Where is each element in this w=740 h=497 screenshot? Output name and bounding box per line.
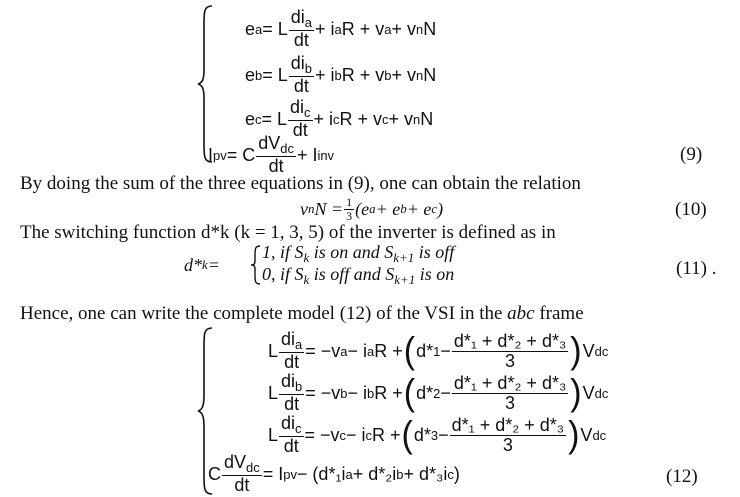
eq11-case-off: 0, if $S_k$ is off and $S_{k+1}$ is on — [262, 264, 455, 287]
paragraph-switching: The switching function d*k (k = 1, 3, 5) of the inverter is defined as in — [20, 222, 556, 243]
eq9-line-a: e a = L $\frac{di_a}{dt}$ + i a R + v a + v n N — [245, 7, 437, 50]
eq9-line-c: e c = L $\frac{di_c}{dt}$ + i c R + v c + v n N — [245, 97, 434, 140]
eq11-lhs: d* k = — [184, 254, 220, 275]
eq9-number: (9) — [680, 144, 703, 165]
eq10-number: (10) — [675, 199, 707, 220]
eq12-current-row: L $\frac{di_c}{dt}$ = −v c − i c R + ( d* 3 − $\frac{\text{d*₁ + d*₂ + d*₃}}{3}$ ) V dc — [268, 413, 607, 456]
paragraph-model: Hence, one can write the complete model (12) of the VSI in the abc frame — [20, 303, 584, 324]
paragraph-sum: By doing the sum of the three equations in (9), one can obtain the relation — [20, 173, 581, 194]
eq11-number: (11) . — [676, 258, 717, 279]
eq12-dc-line: C $\frac{dV_{dc}}{dt}$ = I pv − (d*₁i a + d*₂i b + d*₃i c ) — [208, 452, 460, 495]
eq9-line-pv: I pv = C $\frac{dV_{dc}}{dt}$ + I inv — [208, 133, 335, 176]
eq11-case-on: 1, if $S_k$ is on and $S_{k+1}$ is off — [262, 242, 455, 265]
eq12-current-row: L $\frac{di_b}{dt}$ = −v b − i b R + ( d* 2 − $\frac{\text{d*₁ + d*₂ + d*₃}}{3}$ ) V dc — [268, 371, 609, 414]
eq12-number: (12) — [666, 466, 698, 487]
eq9-line-b: e b = L $\frac{di_b}{dt}$ + i b R + v b + v n N — [245, 53, 437, 96]
eq10: v n N = $\frac{1}{3}$ (e a + e b + e c ) — [300, 194, 444, 223]
eq12-current-row: L $\frac{di_a}{dt}$ = −v a − i a R + ( d* 1 − $\frac{\text{d*₁ + d*₂ + d*₃}}{3}$ ) V dc — [268, 329, 609, 372]
left-brace-11 — [250, 244, 262, 286]
